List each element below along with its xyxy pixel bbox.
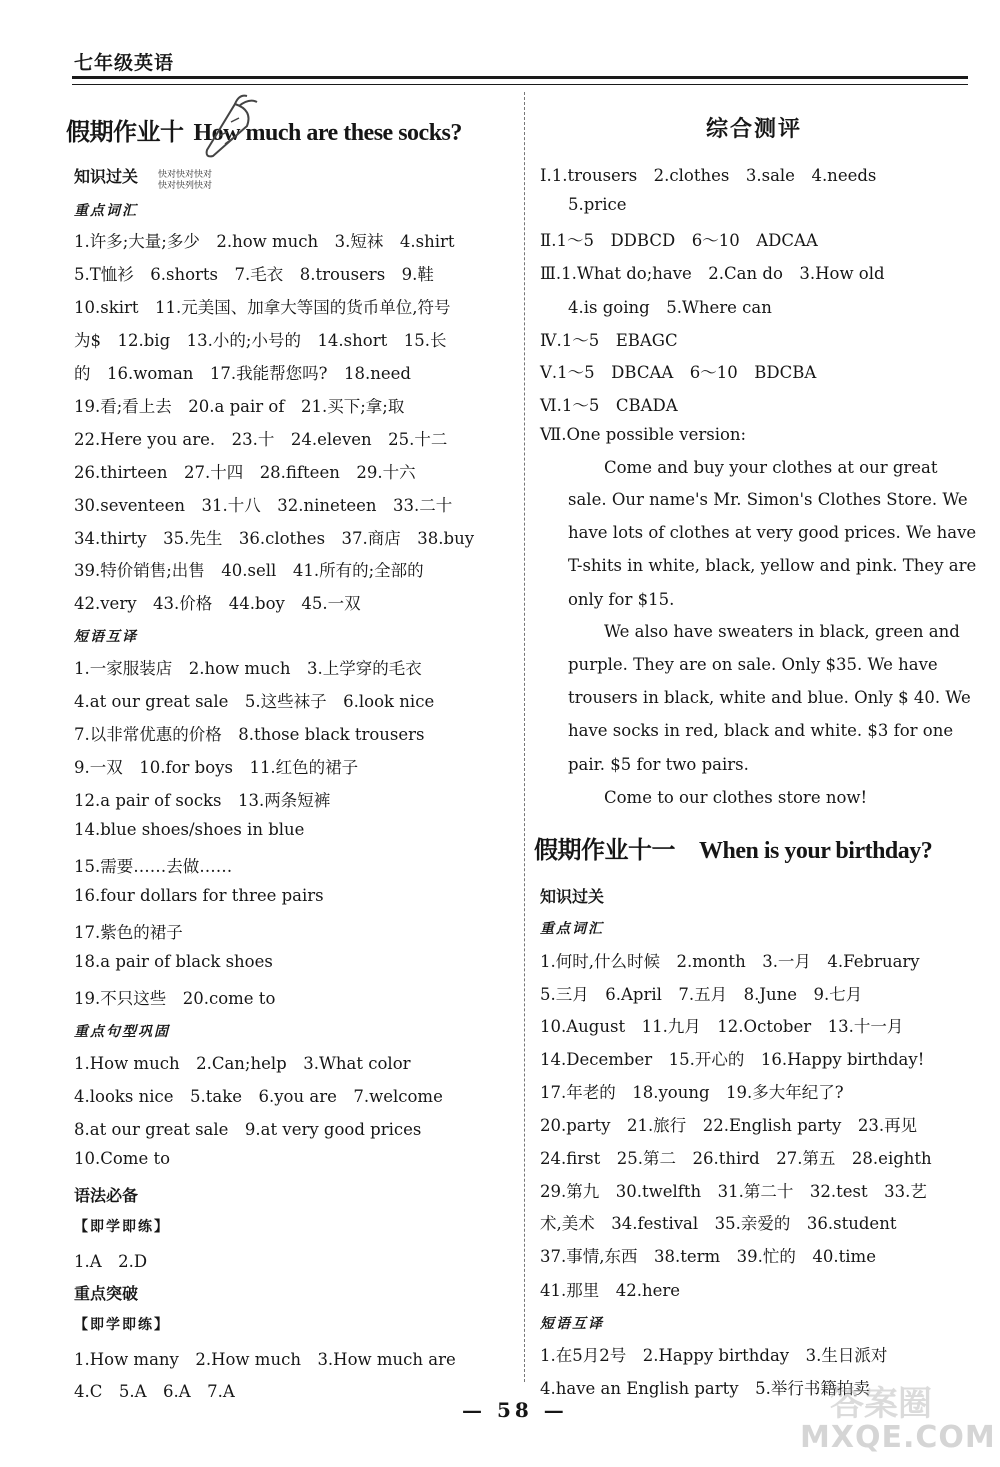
list-item: 14.December 15.开心的 16.Happy birthday! [540,1050,925,1069]
list-item: 29.第九 30.twelfth 31.第二十 32.test 33.艺 [540,1182,927,1201]
essay-line: We also have sweaters in black, green and [604,622,960,641]
list-item: 34.thirty 35.先生 36.clothes 37.商店 38.buy [74,529,475,548]
list-item: 1.How many 2.How much 3.How much are [74,1350,456,1369]
list-item: 12.a pair of socks 13.两条短裤 [74,791,331,810]
list-item: Ⅰ.1.trousers 2.clothes 3.sale 4.needs [540,166,877,185]
list-item: 5.T恤衫 6.shorts 7.毛衣 8.trousers 9.鞋 [74,265,434,284]
essay-line: sale. Our name's Mr. Simon's Clothes Store. We [568,490,968,509]
list-item: 10.Come to [74,1149,171,1168]
list-item: 26.thirteen 27.十四 28.fifteen 29.十六 [74,463,416,482]
list-item: Ⅴ.1～5 DBCAA 6～10 BDCBA [540,363,817,382]
watermark-cn: 答案圈 [830,1384,932,1424]
list-item: 1.许多;大量;多少 2.how much 3.短袜 4.shirt [74,232,455,251]
list-item: 8.at our great sale 9.at very good prices [74,1120,422,1139]
list-item: 5.price [568,195,627,214]
list-item: 39.特价销售;出售 40.sell 41.所有的;全部的 [74,561,424,580]
left-sentence-heading: 重点句型巩固 [74,1024,170,1040]
list-item: 9.一双 10.for boys 11.红色的裙子 [74,758,359,777]
watermark-logo [800,1372,996,1464]
list-item: 24.first 25.第二 26.third 27.第五 28.eighth [540,1149,932,1168]
right-lesson-title [534,830,932,865]
list-item: 18.a pair of black shoes [74,952,273,971]
page-header: 七年级英语 [74,52,175,74]
list-item: 30.seventeen 31.十八 32.nineteen 33.二十 [74,496,453,515]
list-item: 术,美术 34.festival 35.亲爱的 36.student [540,1214,897,1233]
list-item: 的 16.woman 17.我能帮您吗? 18.need [74,364,411,383]
right-section-knowledge: 知识过关 [540,887,605,906]
essay-line: purple. They are on sale. Only $35. We have [568,655,938,674]
page-number: — 58 — [462,1398,568,1422]
left-section-knowledge: 知识过关 [74,167,139,186]
essay-line: have lots of clothes at very good prices. We have [568,523,977,542]
list-item: 14.blue shoes/shoes in blue [74,820,305,839]
list-item: 20.party 21.旅行 22.English party 23.再见 [540,1116,918,1135]
list-item: 19.看;看上去 20.a pair of 21.买下;拿;取 [74,397,405,416]
left-practice1-heading: 【即学即练】 [74,1219,170,1235]
watermark-en: MXQE.COM [800,1420,996,1455]
list-item: Ⅱ.1～5 DDBCD 6～10 ADCAA [540,231,818,250]
left-practice2-heading: 【即学即练】 [74,1317,170,1333]
list-item: 17.紫色的裙子 [74,923,183,942]
right-phrase-heading: 短语互译 [540,1316,604,1332]
essay-line: only for $15. [568,590,675,609]
list-item: 4.is going 5.Where can [568,298,772,317]
list-item: 1.在5月2号 2.Happy birthday 3.生日派对 [540,1346,888,1365]
essay-line: trousers in black, white and blue. Only $ 40. We [568,688,971,707]
list-item: 22.Here you are. 23.十 24.eleven 25.十二 [74,430,448,449]
list-item: Ⅲ.1.What do;have 2.Can do 3.How old [540,264,885,283]
right-title-cn: 假期作业十一 [534,835,675,864]
list-item: 4.at our great sale 5.这些袜子 6.look nice [74,692,435,711]
left-phrase-heading: 短语互译 [74,629,138,645]
list-item: 1.一家服装店 2.how much 3.上学穿的毛衣 [74,659,422,678]
essay-line: Come to our clothes store now! [604,788,868,807]
list-item: 15.需要……去做…… [74,857,233,876]
list-item: Ⅳ.1～5 EBAGC [540,331,678,350]
list-item: 7.以非常优惠的价格 8.those black trousers [74,725,425,744]
list-item: 4.have an English party 5.举行书籍拍卖 [540,1379,870,1398]
list-item: 19.不只这些 20.come to [74,989,276,1008]
essay-line: have socks in red, black and white. $3 for one [568,721,954,740]
list-item: Ⅶ.One possible version: [540,425,747,444]
right-title-en: When is your birthday? [699,838,933,864]
page-number-value: 58 [496,1398,533,1422]
list-item: 为$ 12.big 13.小的;小号的 14.short 15.长 [74,331,447,350]
column-divider [524,92,526,1382]
left-grammar-heading: 语法必备 [74,1186,139,1205]
carrot-icon [195,92,265,162]
list-item: 4.C 5.A 6.A 7.A [74,1382,235,1401]
right-vocab-heading: 重点词汇 [540,921,604,937]
list-item: 17.年老的 18.young 19.多大年纪了? [540,1083,844,1102]
left-break-heading: 重点突破 [74,1284,139,1303]
header-rule-thin [72,84,968,85]
list-item: 10.August 11.九月 12.October 13.十一月 [540,1017,904,1036]
list-item: 1.How much 2.Can;help 3.What color [74,1054,411,1073]
header-rule-thick [72,76,968,79]
test-title: 综合测评 [706,116,803,142]
list-item: 1.何时,什么时候 2.month 3.一月 4.February [540,952,920,971]
left-hint-2: 快对快列快对 [158,181,213,191]
left-practice1-answers: 1.A 2.D [74,1252,148,1271]
list-item: 42.very 43.价格 44.boy 45.一双 [74,594,361,613]
left-hint-1: 快对快对快对 [158,170,213,180]
list-item: Ⅵ.1～5 CBADA [540,396,678,415]
left-vocab-heading: 重点词汇 [74,203,138,219]
list-item: 16.four dollars for three pairs [74,886,324,905]
left-title-en: How much are these socks? [193,120,462,146]
left-title-cn: 假期作业十 [66,117,184,146]
list-item: 4.looks nice 5.take 6.you are 7.welcome [74,1087,443,1106]
list-item: 10.skirt 11.元美国、加拿大等国的货币单位,符号 [74,298,451,317]
list-item: 41.那里 42.here [540,1281,681,1300]
essay-line: pair. $5 for two pairs. [568,755,749,774]
essay-line: Come and buy your clothes at our great [604,458,938,477]
list-item: 5.三月 6.April 7.五月 8.June 9.七月 [540,985,863,1004]
essay-line: T-shits in white, black, yellow and pink. They are [568,556,977,575]
list-item: 37.事情,东西 38.term 39.忙的 40.time [540,1247,876,1266]
